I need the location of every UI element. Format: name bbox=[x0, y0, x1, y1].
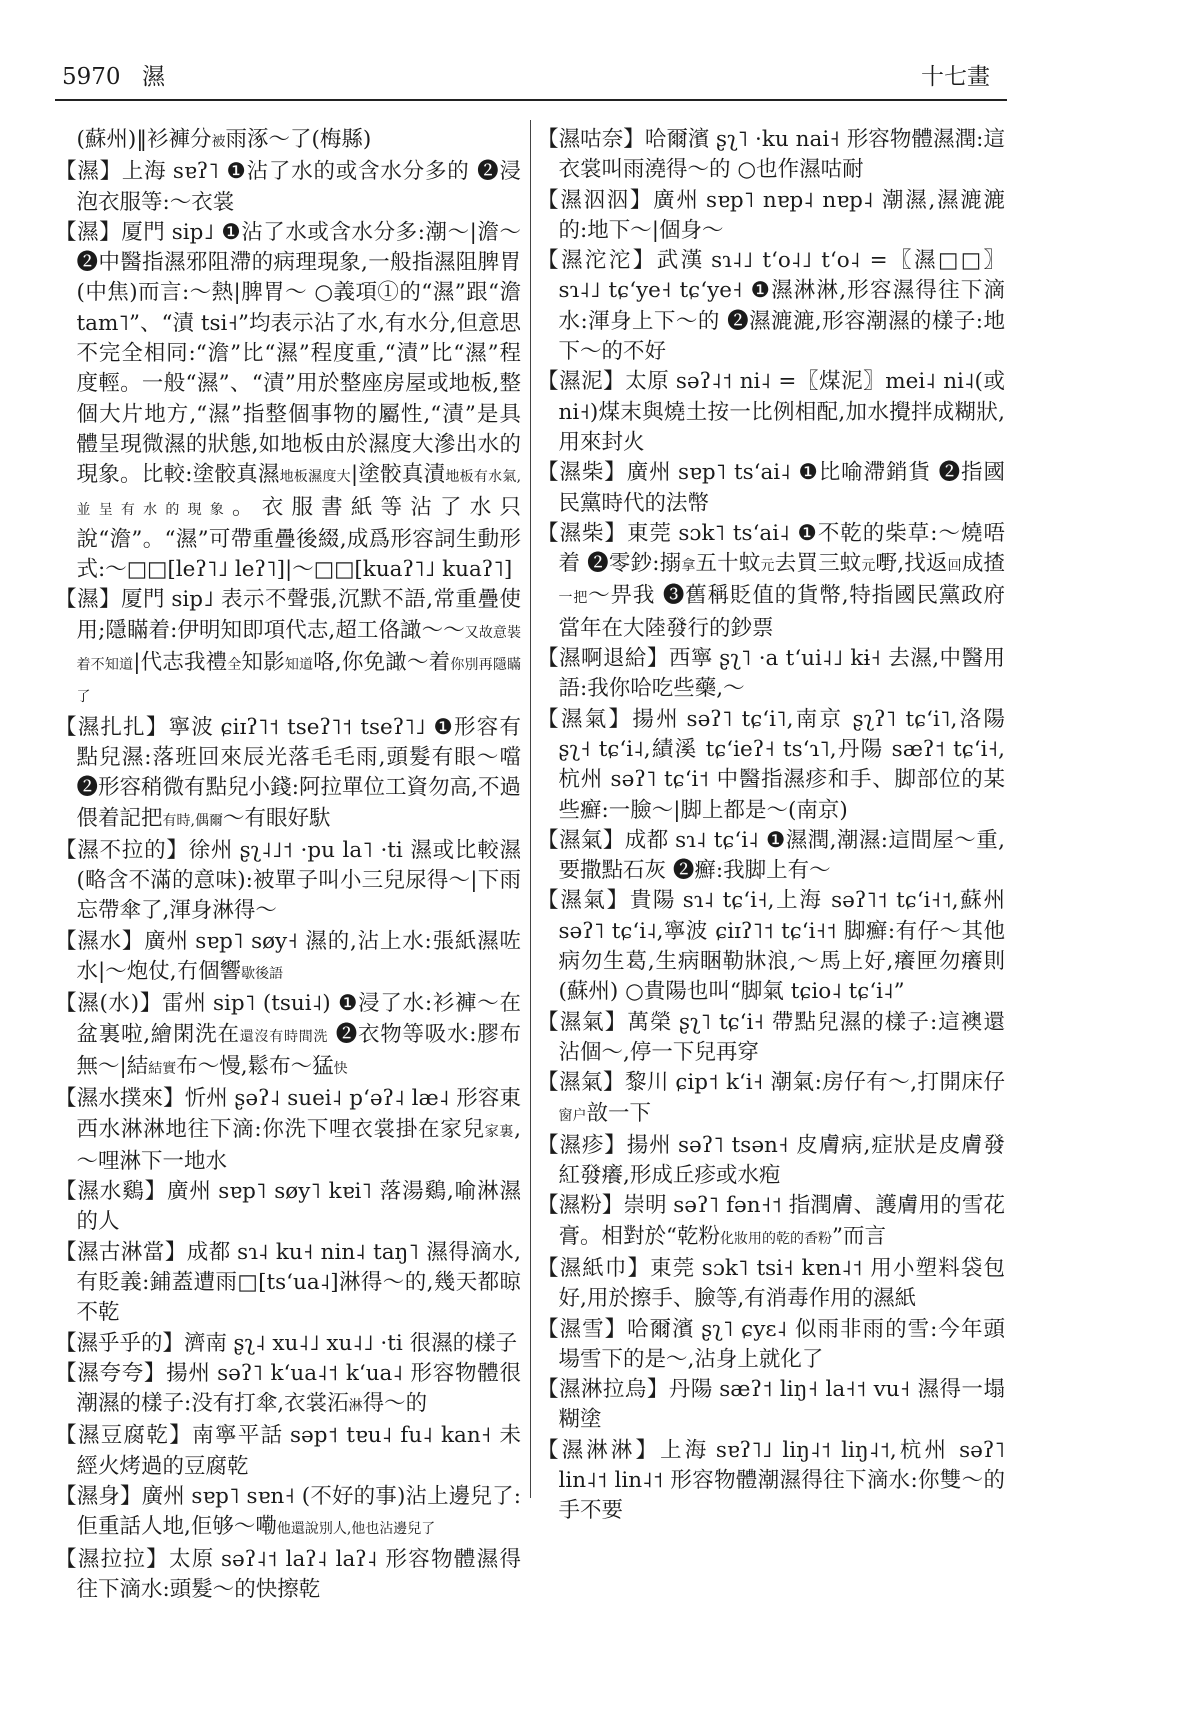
dictionary-entry bbox=[55, 989, 521, 1084]
definition-text: sip˩ 表示不聲張,沉默不語,常重疊使用;隱瞞着:伊明知即項代志,超工佫譀～～ bbox=[76, 587, 521, 643]
definition-text: səʔ˨˦ laʔ˨ laʔ˨ 形容物體濕得往下滴水:頭髮～的快擦乾 bbox=[76, 1546, 521, 1602]
dictionary-entry bbox=[537, 125, 1005, 186]
gloss-note: 知道 bbox=[284, 657, 314, 674]
dialect-location: 廣州 bbox=[653, 187, 700, 213]
headword: 【濕沱沱】 bbox=[537, 248, 657, 274]
running-head-character: 濕 bbox=[142, 64, 165, 90]
definition-text: 敨一下 bbox=[586, 1100, 652, 1126]
definition-text: sɐʔ˥˩ liŋ˨˦ liŋ˨˦,杭州 səʔ˥ lin˨˦ lin˨˦ 形容物體潮濕得往下滴水:你雙～的手不要 bbox=[558, 1437, 1005, 1524]
dictionary-entry bbox=[55, 927, 521, 990]
definition-text: 布～慢,鬆布～猛 bbox=[176, 1053, 334, 1079]
headword: 【濕拉拉】 bbox=[55, 1546, 169, 1572]
definition-text: ”而言 bbox=[832, 1223, 886, 1249]
headword: 【濕泅泅】 bbox=[537, 187, 654, 213]
gloss-note: 他還說別人,他也沾邊兒了 bbox=[276, 1521, 436, 1538]
dialect-location: 西寧 bbox=[668, 646, 713, 672]
definition-text: sip˥ (tsui˨) ❶浸了水:衫褲～在盆裏啦,繪閑洗在 bbox=[76, 991, 521, 1047]
headword: 【濕柴】 bbox=[537, 520, 627, 546]
headword: 【濕氣】 bbox=[537, 827, 625, 853]
definition-text: ʂəʔ˨ suei˨ pʻəʔ˨ læ˨ 形容東西水淋淋地往下滴:你洗下哩衣裳掛在家兒 bbox=[76, 1086, 521, 1142]
dialect-location: 廣州 bbox=[144, 928, 189, 954]
definition-text: ɕiɪʔ˥˦ tseʔ˥˦ tseʔ˥˩ ❶形容有點兒濕:落班回來辰光落毛毛雨,頭髮有眼～噹 ❷形容稍微有點兒小錢:阿拉單位工資勿高,不過偎着記把 bbox=[76, 714, 521, 831]
gloss-note: 全 bbox=[227, 657, 242, 674]
dialect-location: 太原 bbox=[168, 1546, 215, 1572]
dictionary-entry bbox=[537, 246, 1005, 367]
definition-text: |代志我禮 bbox=[133, 650, 228, 676]
gloss-note: 快 bbox=[333, 1060, 348, 1077]
gloss-note: 窗户 bbox=[558, 1107, 587, 1124]
definition-text: 去買三蚊 bbox=[774, 551, 862, 577]
dictionary-entry bbox=[55, 713, 521, 836]
definition-text: sɐʔ˥ ❶沾了水的或含水分多的 ❷浸泡衣服等:～衣裳 bbox=[76, 159, 521, 215]
definition-text: sɔk˥ tsi˧ kɐn˨˦ 用小塑料袋包好,用於擦手、臉等,有消毒作用的濕紙 bbox=[558, 1255, 1005, 1312]
definition-text: sɐp˥ søy˧ 濕的,沾上水:張紙濕咗水|～炮仗,冇個響 bbox=[76, 928, 521, 985]
dictionary-entry bbox=[537, 826, 1005, 887]
definition-text: sæʔ˦ liŋ˧ la˧˦ vu˧ 濕得一塌糊塗 bbox=[558, 1377, 1005, 1433]
definition-text: 。衣服書紙等沾了水只說“澹”。“濕”可帶重疊後綴,成爲形容詞生動形式:～□□[leʔ˥˩ leʔ˥]|～□□[kuaʔ˥˩ kuaʔ˥] bbox=[76, 494, 521, 583]
dialect-location: 雷州 bbox=[162, 991, 207, 1017]
dialect-location: 廣州 bbox=[167, 1179, 212, 1205]
headword: 【濕啊退給】 bbox=[537, 646, 669, 672]
gloss-note: 還沒有時間洗 bbox=[239, 1028, 329, 1045]
dictionary-entry bbox=[537, 519, 1005, 644]
headword: 【濕雪】 bbox=[537, 1316, 628, 1342]
headword: 【濕氣】 bbox=[537, 1070, 625, 1096]
dictionary-entry bbox=[537, 1131, 1005, 1192]
dialect-location: 哈爾濱 bbox=[627, 1316, 695, 1342]
definition-text: sɿ˨ tɕʻi˧,上海 səʔ˥˦ tɕʻi˧˦,蘇州 səʔ˥ tɕʻi˨,寧波 ɕiɪʔ˥˦ tɕʻi˧˦ 脚癬:有仔～其他病勿生葛,生病睏勒牀浪,～馬上好,癢匣勿癢則(蘇州) ○貴陽也叫“脚氣 tɕio˨ tɕʻi˨” bbox=[558, 888, 1005, 1005]
definition-text: ,～哩淋下一地水 bbox=[76, 1116, 521, 1174]
headword: 【濕水鷄】 bbox=[55, 1179, 168, 1205]
headword: 【濕不拉的】 bbox=[55, 837, 189, 863]
column-divider bbox=[530, 120, 531, 1498]
dialect-location: 厦門 bbox=[120, 587, 165, 613]
definition-text: (蘇州)‖衫褲分 bbox=[76, 127, 212, 152]
dictionary-entry bbox=[537, 1436, 1005, 1527]
definition-text: sɐp˥ søy˥ kɐi˥ 落湯鷄,喻淋濕的人 bbox=[76, 1179, 521, 1235]
definition-text: səʔ˨˦ ni˨ =〖煤泥〗mei˨ ni˨(或ni˧)煤末與燒土按一比例相配,加水攪拌成糊狀,用來封火 bbox=[558, 369, 1005, 455]
definition-text: sɔk˥ tsʻai˨ ❶不乾的柴草:～燒唔着 ❷零鈔:搦 bbox=[558, 520, 1005, 577]
definition-text: sɿ˨ ku˧ nin˨ taŋ˥ 濕得滴水,有貶義:鋪蓋遭雨□[tsʻua˨]淋得～的,幾天都晾不乾 bbox=[76, 1239, 521, 1326]
dialect-location: 忻州 bbox=[184, 1086, 228, 1112]
definition-text: ～畀我 ❸舊稱貶值的貨幣,特指國民黨政府當年在大陸發行的鈔票 bbox=[558, 583, 1006, 641]
page-number: 5970 bbox=[62, 64, 121, 90]
dialect-location: 萬榮 bbox=[627, 1009, 673, 1035]
definition-text: 得～的 bbox=[362, 1391, 428, 1417]
definition-text: 知影 bbox=[241, 650, 285, 676]
definition-text: ɕip˦ kʻi˧ 潮氣:房仔有～,打開床仔 bbox=[675, 1070, 1005, 1096]
gloss-note: 有時,偶爾 bbox=[162, 812, 223, 829]
headword: 【濕柴】 bbox=[537, 460, 627, 486]
dictionary-entry bbox=[55, 157, 521, 218]
dictionary-entry bbox=[55, 1545, 521, 1606]
dialect-location: 太原 bbox=[625, 369, 670, 395]
headword: 【濕氣】 bbox=[537, 888, 630, 914]
dictionary-entry bbox=[537, 705, 1005, 826]
definition-text: ʂʅ˥ ·ku nai˧ 形容物體濕潤:這衣裳叫雨澆得～的 ○也作濕咕耐 bbox=[558, 127, 1005, 183]
gloss-note: 被 bbox=[211, 134, 226, 150]
dialect-location: 廣州 bbox=[141, 1484, 185, 1510]
dialect-location: 寧波 bbox=[168, 714, 215, 740]
definition-text: 成揸 bbox=[961, 551, 1006, 577]
gloss-note: 化妝用的乾的香粉 bbox=[720, 1230, 832, 1247]
dialect-location: 徐州 bbox=[188, 837, 234, 863]
gloss-note: 歇後語 bbox=[241, 966, 284, 983]
headword: 【濕】 bbox=[55, 219, 122, 245]
definition-text: sɿ˨˩ tʻo˨˩ tʻo˨ =〖濕□□〗sɿ˨˩ tɕʻye˧ tɕʻye˧ ❶濕淋淋,形容濕得往下滴水:渾身上下～的 ❷濕漉漉,形容潮濕的樣子:地下～的不好 bbox=[558, 248, 1005, 365]
definition-text: ʂʅ˨˩˦ ·pu la˥ ·ti 濕或比較濕(略含不滿的意味):被單子叫小三兒尿得～|下雨忘帶傘了,渾身淋得～ bbox=[76, 837, 521, 924]
definition-text: sɿ˨ tɕʻi˨ ❶濕潤,潮濕:這間屋～重,要撒點石灰 ❷癬:我脚上有～ bbox=[558, 827, 1005, 884]
headword: 【濕夸夸】 bbox=[55, 1360, 167, 1386]
gloss-note: 又故意裝着不知道 bbox=[76, 624, 521, 674]
dictionary-entry bbox=[537, 1315, 1005, 1376]
dialect-location: 崇明 bbox=[623, 1193, 667, 1219]
dialect-location: 厦門 bbox=[121, 219, 166, 245]
gloss-note: 地板濕度大 bbox=[279, 469, 351, 486]
dictionary-entry bbox=[55, 218, 521, 586]
dictionary-entry bbox=[537, 1068, 1005, 1131]
gloss-note: 元 bbox=[861, 558, 876, 575]
dictionary-entry bbox=[537, 458, 1005, 519]
dictionary-entry bbox=[537, 1191, 1005, 1254]
gloss-note: 元 bbox=[760, 558, 775, 575]
definition-text: sɐp˥ tsʻai˨ ❶比喻滯銷貨 ❷指國民黨時代的法幣 bbox=[558, 460, 1005, 516]
dictionary-entry bbox=[55, 1421, 521, 1482]
dictionary-entry bbox=[55, 1329, 521, 1359]
dialect-location: 成都 bbox=[624, 827, 669, 853]
dialect-location: 東莞 bbox=[650, 1255, 696, 1281]
dictionary-entry bbox=[55, 1177, 521, 1238]
definition-text: sɐp˥ nɐp˨ nɐp˨ 潮濕,濕漉漉的:地下～|個身～ bbox=[558, 187, 1005, 243]
definition-text: səʔ˥ tsən˧ 皮膚病,症狀是皮膚發紅發癢,形成丘疹或水疱 bbox=[558, 1132, 1005, 1189]
dictionary-entry bbox=[537, 186, 1005, 247]
dictionary-entry bbox=[537, 886, 1005, 1007]
dialect-location: 揚州 bbox=[632, 706, 681, 732]
definition-text: sip˩ ❶沾了水或含水分多:潮～|澹～ ❷中醫指濕邪阻滯的病理現象,一般指濕阻脾胃(中焦)而言:～熱|脾胃～ ○義項①的“濕”跟“澹 tam˥”、“漬 tsi˧”均表示沾了水,有水分,但意思不完全相同:“澹”比“濕”程度重,“漬”比“濕”程度輕。一般“濕”、“漬”用於整座房屋或地板,整個大片地方,“濕”指整個事物的屬性,“漬”是具體呈現微濕的狀態,如地板由於濕度大滲出水的現象。比較:塗骹真濕 bbox=[76, 219, 521, 488]
dialect-location: 東莞 bbox=[626, 520, 672, 546]
dialect-location: 成都 bbox=[186, 1239, 231, 1265]
definition-text: səʔ˥ kʻua˨˦ kʻua˨ 形容物體很潮濕的樣子:没有打傘,衣裳沰 bbox=[76, 1360, 521, 1417]
definition-text: ～有眼好馱 bbox=[222, 805, 331, 831]
gloss-note: 淋 bbox=[348, 1398, 363, 1415]
dictionary-entry bbox=[55, 1482, 521, 1545]
gloss-note: 地板有水氣,並呈有水的現象 bbox=[76, 469, 522, 518]
definition-text: 咯,你免譀～着 bbox=[313, 650, 451, 676]
gloss-note: 回 bbox=[947, 558, 962, 575]
gloss-note: 一把 bbox=[558, 590, 589, 607]
headword: 【濕淋拉烏】 bbox=[537, 1377, 669, 1403]
entry-continuation bbox=[55, 125, 521, 157]
dictionary-entry bbox=[55, 836, 521, 927]
gloss-note: 家裏 bbox=[484, 1123, 515, 1140]
definition-text: ʂʅ˨ xu˨˩ xu˨˩ ·ti 很濕的樣子 bbox=[233, 1330, 518, 1356]
dialect-location: 武漢 bbox=[656, 248, 705, 274]
definition-text: 雨涿～了(梅縣) bbox=[225, 127, 372, 152]
headword: 【濕氣】 bbox=[537, 1009, 628, 1035]
definition-text: səʔ˥ tɕʻi˥,南京 ʂʅʔ˥ tɕʻi˥,洛陽 ʂʅ˧ tɕʻi˨,績溪 tɕʻieʔ˧ tsʻɿ˥,丹陽 sæʔ˦ tɕʻi˧,杭州 səʔ˥ tɕʻi˦ 中醫指濕疹和手、脚部位的某些癬:一臉～|脚上都是～(南京) bbox=[558, 706, 1005, 823]
headword: 【濕身】 bbox=[55, 1484, 142, 1510]
headword: 【濕咕奈】 bbox=[537, 127, 645, 152]
dictionary-entry bbox=[537, 1375, 1005, 1436]
definition-text: ʂʅ˥ tɕʻi˧ 帶點兒濕的樣子:這襖還沾個～,停一下兒再穿 bbox=[558, 1009, 1005, 1065]
dialect-location: 黎川 bbox=[624, 1070, 669, 1096]
gloss-note: 拿 bbox=[681, 558, 696, 575]
definition-text: 五十蚊 bbox=[695, 551, 761, 577]
dictionary-entry bbox=[537, 367, 1005, 458]
headword: 【濕疹】 bbox=[537, 1132, 627, 1158]
headword: 【濕扎扎】 bbox=[55, 714, 169, 740]
definition-text: 嘢,找返 bbox=[875, 551, 948, 577]
dialect-location: 上海 bbox=[121, 159, 167, 185]
dictionary-entry bbox=[55, 1084, 521, 1177]
headword: 【濕水】 bbox=[55, 928, 145, 954]
gloss-note: 結實 bbox=[148, 1060, 177, 1077]
definition-text: ʂʅ˥ ·a tʻui˨˩ kɨ˧ 去濕,中醫用語:我你哈吃些藥,～ bbox=[558, 646, 1005, 702]
headword: 【濕淋淋】 bbox=[537, 1437, 661, 1463]
header-rule bbox=[55, 99, 1007, 101]
dialect-location: 揚州 bbox=[166, 1360, 211, 1386]
dictionary-entry bbox=[55, 1359, 521, 1422]
dialect-location: 揚州 bbox=[626, 1132, 672, 1158]
definition-text: səp˦ tɐu˨ fu˨ kan˧ 未經火烤過的豆腐乾 bbox=[76, 1423, 521, 1479]
headword: 【濕乎乎的】 bbox=[55, 1330, 185, 1356]
headword: 【濕(水)】 bbox=[55, 991, 163, 1017]
dictionary-entry bbox=[55, 585, 521, 712]
headword: 【濕古淋當】 bbox=[55, 1239, 187, 1265]
definition-text: sɐp˥ sɐn˧ (不好的事)沾上邊兒了:佢重話人地,佢够～嘞 bbox=[76, 1484, 521, 1540]
definition-text: səʔ˥ fən˧˦ 指潤膚、護膚用的雪花膏。相對於“乾粉 bbox=[558, 1193, 1005, 1249]
dictionary-entry bbox=[537, 1008, 1005, 1069]
definition-text: |塗骹真漬 bbox=[350, 462, 446, 488]
headword: 【濕】 bbox=[55, 159, 122, 185]
headword: 【濕水撲來】 bbox=[55, 1086, 185, 1112]
definition-text: ʂʅ˥ ɕyɛ˨ 似雨非雨的雪:今年頭場雪下的是～,沾身上就化了 bbox=[558, 1316, 1005, 1372]
definition-text: ❷衣物等吸水:膠布無～|結 bbox=[76, 1021, 521, 1079]
dialect-location: 濟南 bbox=[184, 1330, 228, 1356]
stroke-count-heading: 十七畫 bbox=[921, 64, 990, 90]
headword: 【濕紙巾】 bbox=[537, 1255, 651, 1281]
dialect-location: 哈爾濱 bbox=[644, 127, 710, 152]
dialect-location: 廣州 bbox=[626, 460, 672, 486]
headword: 【濕】 bbox=[55, 587, 121, 613]
left-column bbox=[55, 125, 521, 1605]
headword: 【濕泥】 bbox=[537, 369, 626, 395]
dialect-location: 貴陽 bbox=[629, 888, 677, 914]
dictionary-entry bbox=[537, 1254, 1005, 1315]
dictionary-entry bbox=[55, 1238, 521, 1329]
dialect-location: 上海 bbox=[660, 1437, 710, 1463]
headword: 【濕氣】 bbox=[537, 706, 633, 732]
dictionary-entry bbox=[537, 644, 1005, 705]
dialect-location: 丹陽 bbox=[668, 1377, 713, 1403]
dialect-location: 南寧平話 bbox=[192, 1423, 284, 1449]
headword: 【濕粉】 bbox=[537, 1193, 624, 1219]
gloss-note: 你別再隱瞞了 bbox=[76, 657, 522, 706]
right-column bbox=[537, 125, 1005, 1527]
headword: 【濕豆腐乾】 bbox=[55, 1423, 193, 1449]
